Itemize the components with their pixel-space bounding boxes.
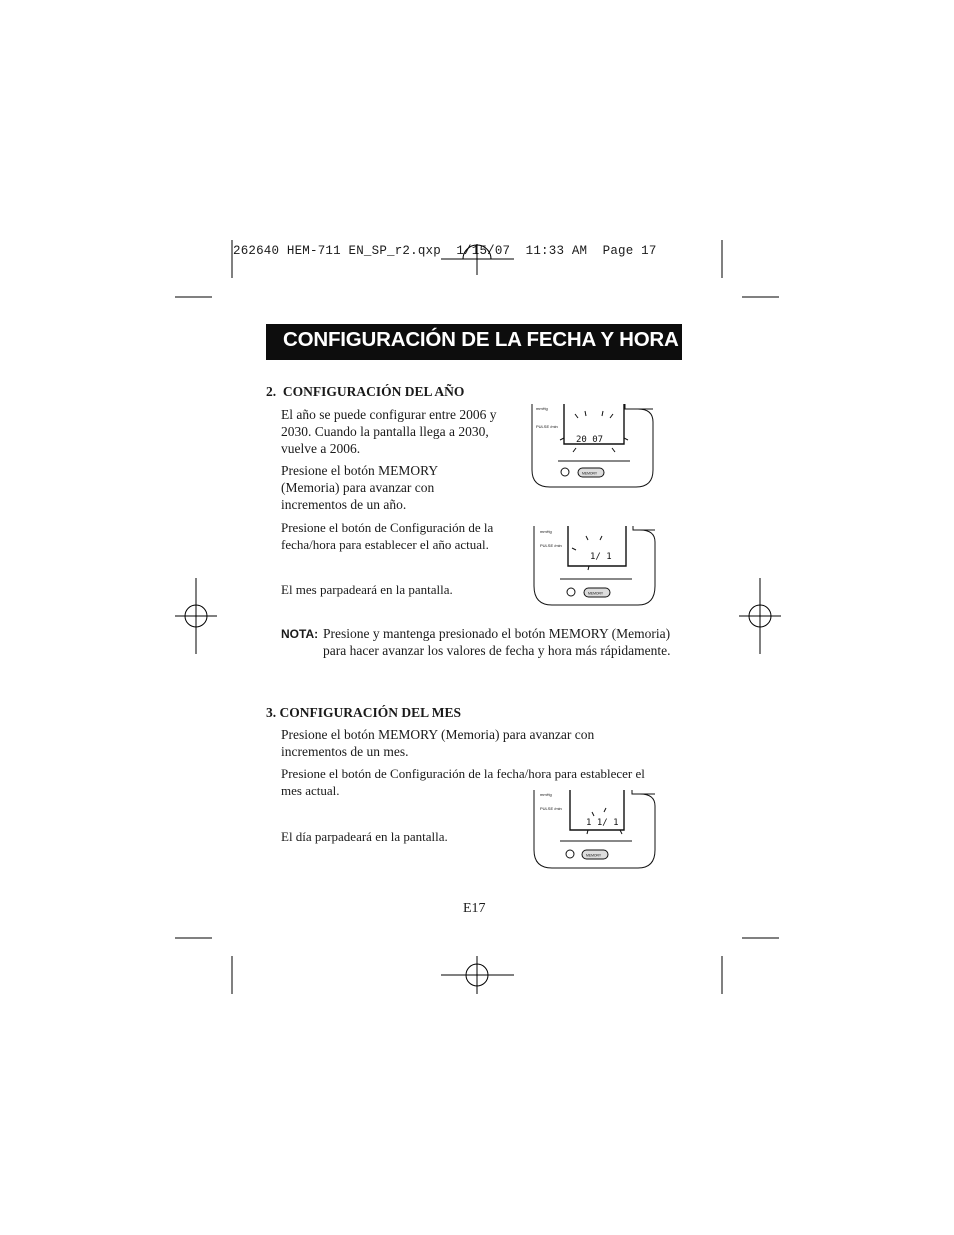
lcd-year-readout: 20 07 — [576, 435, 604, 445]
monitor-illustration-year — [528, 404, 658, 490]
printer-slug: 262640 HEM-711 EN_SP_r2.qxp 1/15/07 11:33 AM Page 17 — [233, 244, 657, 258]
nota-text: Presione y mantenga presionado el botón MEMORY (Memoria) para hacer avanzar los valores de fecha y hora más rápidamente. — [323, 626, 671, 658]
section-3-para-2: Presione el botón de Configuración de la fecha/hora para establecer el mes actual. — [281, 766, 645, 798]
lcd-month-readout: 1 1/ 1 — [586, 818, 619, 828]
pulse-label: PULSE /min — [540, 806, 562, 811]
section-2-title: CONFIGURACIÓN DEL AÑO — [282, 384, 465, 399]
mmhg-label: mmHg — [540, 529, 552, 534]
mmhg-label: mmHg — [536, 406, 548, 411]
mmhg-label: mmHg — [540, 792, 552, 797]
memory-button-label: MEMORY — [588, 591, 604, 596]
page-title: CONFIGURACIÓN DE LA FECHA Y HORA — [283, 328, 679, 351]
nota-label: NOTA: — [281, 627, 319, 641]
page-number: E17 — [463, 901, 486, 916]
monitor-illustration-month-set — [532, 790, 662, 870]
section-2-number: 2 — [266, 384, 273, 399]
section-title-bar — [266, 324, 682, 360]
section-3-para-3: El día parpadeará en la pantalla. — [281, 829, 448, 844]
memory-button-label: MEMORY — [582, 471, 598, 476]
section-2-para-3: Presione el botón de Configuración de la fecha/hora para establecer el año actual. — [281, 520, 494, 552]
monitor-illustration-month-blink — [530, 526, 660, 608]
section-3-para-1: Presione el botón MEMORY (Memoria) para avanzar con incrementos de un mes. — [281, 727, 595, 759]
section-2-heading: 2. CONFIGURACIÓN DEL AÑO — [266, 384, 465, 399]
lcd-month-readout: 1/ 1 — [590, 552, 612, 562]
pulse-label: PULSE /min — [536, 424, 558, 429]
section-2-para-1: El año se puede configurar entre 2006 y 2030. Cuando la pantalla llega a 2030, vuelve a 2006. — [281, 407, 497, 456]
section-3-heading: 3. CONFIGURACIÓN DEL MES — [266, 705, 462, 720]
pulse-label: PULSE /min — [540, 543, 562, 548]
section-2-para-2: Presione el botón MEMORY (Memoria) para avanzar con incrementos de un año. — [281, 463, 438, 512]
memory-button-label: MEMORY — [586, 853, 602, 858]
section-2-para-4: El mes parpadeará en la pantalla. — [281, 582, 453, 597]
